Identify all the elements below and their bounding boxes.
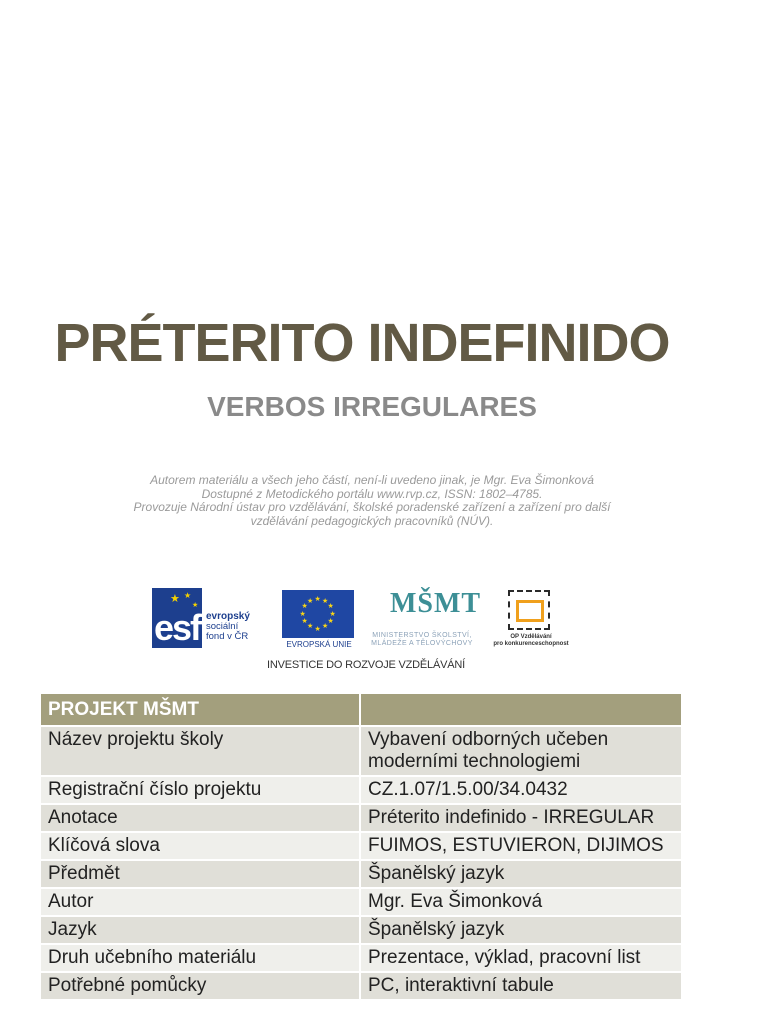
table-row bbox=[41, 944, 681, 972]
op-text-line: pro konkurenceschopnost bbox=[493, 641, 569, 647]
table-row bbox=[41, 888, 681, 916]
table-cell-label: Klíčová slova bbox=[41, 832, 360, 860]
esf-text-line: sociální bbox=[206, 621, 239, 632]
investice-caption: INVESTICE DO ROZVOJE VZDĚLÁVÁNÍ bbox=[267, 659, 465, 671]
esf-text-line: evropský bbox=[206, 611, 250, 622]
table-cell-value: Vybavení odborných učeben moderními technologiemi bbox=[360, 726, 681, 776]
eu-star-icon: ★ bbox=[307, 597, 314, 605]
page-title: PRÉTERITO INDEFINIDO bbox=[54, 313, 670, 373]
credits-line: Dostupné z Metodického portálu www.rvp.cz, ISSN: 1802–4785. bbox=[201, 486, 543, 501]
table-cell-value: Prezentace, výklad, pracovní list bbox=[360, 944, 681, 972]
credits-line: Autorem materiálu a všech jeho částí, není-li uvedeno jinak, je Mgr. Eva Šimonková bbox=[150, 473, 594, 487]
table-row bbox=[41, 804, 681, 832]
table-cell-label: Registrační číslo projektu bbox=[41, 776, 360, 804]
msmt-logo: MŠMT bbox=[390, 588, 482, 619]
credits-line: vzdělávání pedagogických pracovníků (NÚV). bbox=[250, 513, 494, 528]
table-cell-label: Název projektu školy bbox=[41, 726, 360, 776]
table-cell-label: Druh učebního materiálu bbox=[41, 944, 360, 972]
table-cell-label: Jazyk bbox=[41, 916, 360, 944]
table-cell-label: Potřebné pomůcky bbox=[41, 972, 360, 999]
msmt-text-line: MLÁDEŽE A TĚLOVÝCHOVY bbox=[371, 640, 473, 647]
eu-star-icon: ★ bbox=[327, 603, 334, 610]
eu-star-icon: ★ bbox=[322, 597, 329, 605]
table-row bbox=[41, 916, 681, 944]
table-header-cell: PROJEKT MŠMT bbox=[41, 694, 360, 726]
eu-star-icon: ★ bbox=[299, 610, 306, 618]
table-row bbox=[41, 972, 681, 999]
eu-star-icon: ★ bbox=[301, 618, 308, 625]
table-header-row bbox=[41, 694, 681, 726]
table-row bbox=[41, 726, 681, 776]
table-row bbox=[41, 860, 681, 888]
table-header-cell bbox=[360, 694, 681, 726]
esf-text-line: fond v ČR bbox=[206, 631, 249, 642]
page-subtitle: VERBOS IRREGULARES bbox=[207, 391, 537, 422]
table-cell-value: CZ.1.07/1.5.00/34.0432 bbox=[360, 776, 681, 804]
op-text-line: OP Vzdělávání bbox=[510, 634, 552, 640]
table-row bbox=[41, 776, 681, 804]
credits-line: Provozuje Národní ústav pro vzdělávání, školské poradenské zařízení a zařízení pro další bbox=[133, 500, 611, 514]
msmt-logo-text bbox=[360, 632, 484, 648]
table-cell-value: PC, interaktivní tabule bbox=[360, 972, 681, 999]
table-cell-value: FUIMOS, ESTUVIERON, DIJIMOS bbox=[360, 832, 681, 860]
table-cell-label: Anotace bbox=[41, 804, 360, 832]
eu-star-icon: ★ bbox=[314, 625, 321, 633]
eu-label: EVROPSKÁ UNIE bbox=[286, 640, 352, 649]
eu-star-icon: ★ bbox=[322, 623, 329, 631]
table-cell-value: Préterito indefinido - IRREGULAR bbox=[360, 804, 681, 832]
esf-logo-letters: esf bbox=[154, 607, 201, 648]
project-info-table bbox=[41, 694, 681, 999]
table-cell-label: Autor bbox=[41, 888, 360, 916]
star-icon: ★ bbox=[170, 593, 180, 605]
esf-logo bbox=[152, 588, 202, 648]
table-cell-value: Španělský jazyk bbox=[360, 860, 681, 888]
msmt-text-line: MINISTERSTVO ŠKOLSTVÍ, bbox=[372, 632, 472, 639]
table-cell-label: Předmět bbox=[41, 860, 360, 888]
eu-star-icon: ★ bbox=[307, 623, 314, 631]
eu-star-icon: ★ bbox=[301, 603, 308, 610]
table-row bbox=[41, 832, 681, 860]
op-logo-frame bbox=[516, 600, 544, 622]
eu-flag-icon bbox=[282, 590, 354, 638]
eu-star-icon: ★ bbox=[314, 595, 321, 603]
table-cell-value: Mgr. Eva Šimonková bbox=[360, 888, 681, 916]
star-icon: ★ bbox=[192, 602, 199, 609]
credits-block bbox=[110, 474, 634, 528]
esf-logo-text bbox=[206, 612, 250, 642]
sponsor-logo-strip bbox=[150, 586, 580, 678]
star-icon: ★ bbox=[184, 591, 192, 600]
eu-star-icon: ★ bbox=[327, 618, 334, 625]
eu-star-icon: ★ bbox=[329, 610, 336, 618]
op-logo-icon bbox=[508, 590, 550, 630]
table-cell-value: Španělský jazyk bbox=[360, 916, 681, 944]
op-logo-text bbox=[486, 634, 576, 648]
